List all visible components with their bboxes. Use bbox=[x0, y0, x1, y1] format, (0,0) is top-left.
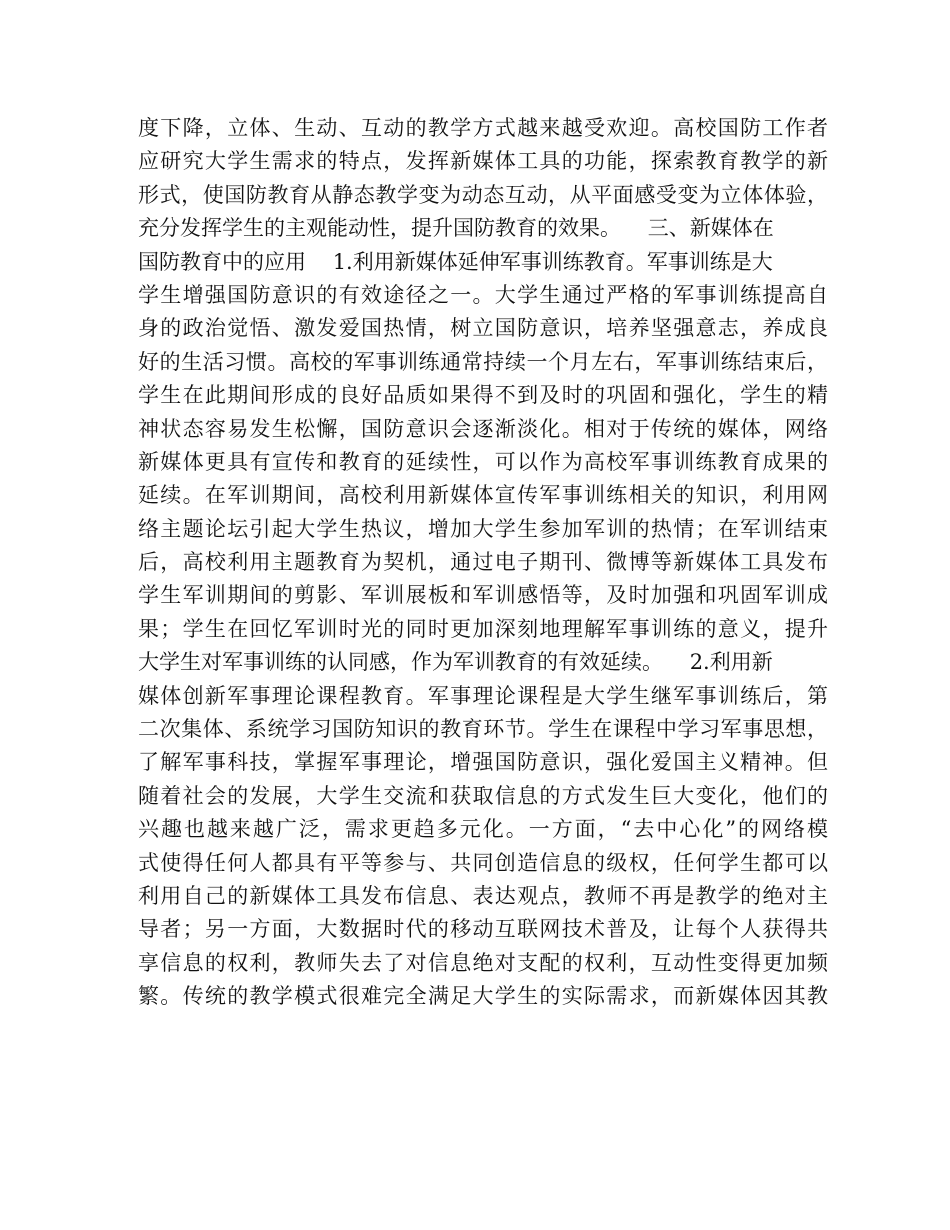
text-line: 学生增强国防意识的有效途径之一。大学生通过严格的军事训练提高自 bbox=[138, 282, 828, 307]
text-line: 新媒体更具有宣传和教育的延续性，可以作为高校军事训练教育成果的 bbox=[138, 449, 828, 474]
text-line: 学生军训期间的剪影、军训展板和军训感悟等，及时加强和巩固军训成 bbox=[138, 583, 828, 608]
text-line: 享信息的权利，教师失去了对信息绝对支配的权利，互动性变得更加频 bbox=[138, 950, 828, 975]
text-line: 络主题论坛引起大学生热议，增加大学生参加军训的热情；在军训结束 bbox=[138, 516, 828, 541]
text-line: 度下降，立体、生动、互动的教学方式越来越受欢迎。高校国防工作者 bbox=[138, 116, 828, 140]
text-line: 学生在此期间形成的良好品质如果得不到及时的巩固和强化，学生的精 bbox=[138, 383, 828, 408]
text-line: 充分发挥学生的主观能动性，提升国防教育的效果。 三、新媒体在 bbox=[138, 216, 774, 241]
text-line: 兴趣也越来越广泛，需求更趋多元化。一方面，“去中心化”的网络模 bbox=[138, 817, 828, 842]
text-line: 神状态容易发生松懈，国防意识会逐渐淡化。相对于传统的媒体，网络 bbox=[138, 416, 828, 441]
text-line: 身的政治觉悟、激发爱国热情，树立国防意识，培养坚强意志，养成良 bbox=[138, 316, 828, 341]
text-line: 导者；另一方面，大数据时代的移动互联网技术普及，让每个人获得共 bbox=[138, 917, 828, 942]
text-line: 二次集体、系统学习国防知识的教育环节。学生在课程中学习军事思想， bbox=[138, 717, 828, 742]
text-line: 好的生活习惯。高校的军事训练通常持续一个月左右，军事训练结束后， bbox=[138, 349, 828, 374]
body-text bbox=[138, 112, 828, 1014]
text-line: 媒体创新军事理论课程教育。军事理论课程是大学生继军事训练后，第 bbox=[138, 683, 828, 708]
text-line: 应研究大学生需求的特点，发挥新媒体工具的功能，探索教育教学的新 bbox=[138, 149, 828, 174]
text-line: 大学生对军事训练的认同感，作为军训教育的有效延续。 2.利用新 bbox=[138, 650, 773, 675]
text-line: 繁。传统的教学模式很难完全满足大学生的实际需求，而新媒体因其教 bbox=[138, 984, 828, 1009]
text-line: 形式，使国防教育从静态教学变为动态互动，从平面感受变为立体体验， bbox=[138, 182, 828, 207]
text-line: 利用自己的新媒体工具发布信息、表达观点，教师不再是教学的绝对主 bbox=[138, 883, 828, 908]
text-line: 果；学生在回忆军训时光的同时更加深刻地理解军事训练的意义，提升 bbox=[138, 616, 828, 641]
text-line: 式使得任何人都具有平等参与、共同创造信息的级权，任何学生都可以 bbox=[138, 850, 828, 875]
text-line: 随着社会的发展，大学生交流和获取信息的方式发生巨大变化，他们的 bbox=[138, 783, 828, 808]
text-line: 后，高校利用主题教育为契机，通过电子期刊、微博等新媒体工具发布 bbox=[138, 550, 828, 575]
text-line: 国防教育中的应用 1.利用新媒体延伸军事训练教育。军事训练是大 bbox=[138, 249, 773, 274]
text-line: 延续。在军训期间，高校利用新媒体宣传军事训练相关的知识，利用网 bbox=[138, 483, 828, 508]
text-line: 了解军事科技，掌握军事理论，增强国防意识，强化爱国主义精神。但 bbox=[138, 750, 828, 775]
